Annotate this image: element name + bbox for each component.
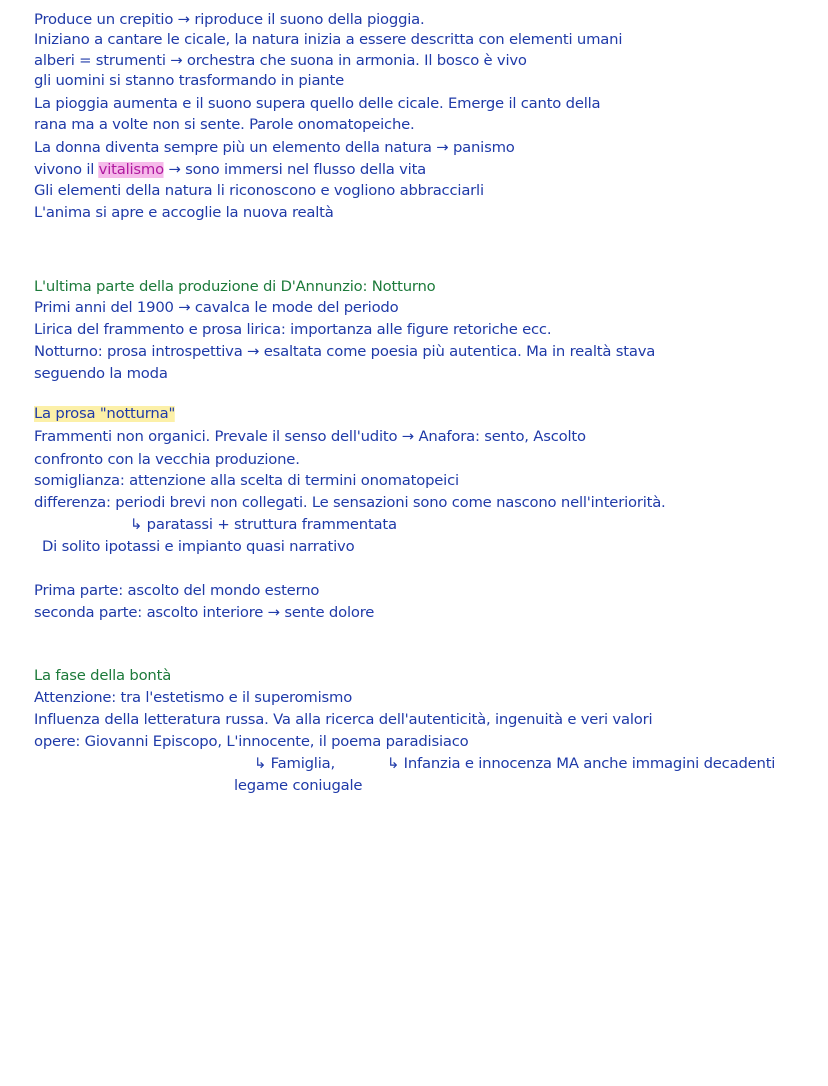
note-line: Prima parte: ascolto del mondo esterno [34, 583, 320, 599]
note-line-vitalismo [34, 162, 426, 178]
section-heading: L'ultima parte della produzione di D'Annunzio: Notturno [34, 279, 436, 295]
note-line: Di solito ipotassi e impianto quasi narrativo [42, 539, 355, 555]
note-line: Primi anni del 1900 → cavalca le mode del periodo [34, 300, 399, 316]
text: vivono il [34, 162, 99, 178]
note-line: gli uomini si stanno trasformando in piante [34, 73, 344, 89]
note-line: La pioggia aumenta e il suono supera quello delle cicale. Emerge il canto della [34, 96, 601, 112]
note-line: Iniziano a cantare le cicale, la natura inizia a essere descritta con elementi umani [34, 32, 623, 48]
note-line: La donna diventa sempre più un elemento della natura → panismo [34, 140, 515, 156]
note-line: rana ma a volte non si sente. Parole onomatopeiche. [34, 117, 415, 133]
note-line: Influenza della letteratura russa. Va alla ricerca dell'autenticità, ingenuità e veri valori [34, 712, 653, 728]
note-line: L'anima si apre e accoglie la nuova realtà [34, 205, 334, 221]
note-subline: ↳ paratassi + struttura frammentata [130, 517, 397, 533]
note-subline: ↳ Infanzia e innocenza MA anche immagini decadenti [387, 756, 776, 772]
note-line: Notturno: prosa introspettiva → esaltata come poesia più autentica. Ma in realtà stava [34, 344, 656, 360]
text: → sono immersi nel flusso della vita [163, 162, 427, 178]
note-subline: legame coniugale [234, 778, 363, 794]
note-line: seguendo la moda [34, 366, 168, 382]
note-line: Lirica del frammento e prosa lirica: importanza alle figure retoriche ecc. [34, 322, 552, 338]
note-line: differenza: periodi brevi non collegati. Le sensazioni sono come nascono nell'interiorità. [34, 495, 666, 511]
note-line: alberi = strumenti → orchestra che suona in armonia. Il bosco è vivo [34, 53, 527, 69]
section-heading [34, 406, 175, 422]
note-line: opere: Giovanni Episcopo, L'innocente, il poema paradisiaco [34, 734, 469, 750]
note-line: somiglianza: attenzione alla scelta di termini onomatopeici [34, 473, 459, 489]
note-line: Gli elementi della natura li riconoscono e vogliono abbracciarli [34, 183, 484, 199]
note-line: Frammenti non organici. Prevale il senso dell'udito → Anafora: sento, Ascolto [34, 429, 586, 445]
note-line: Attenzione: tra l'estetismo e il superomismo [34, 690, 353, 706]
highlighted-heading: La prosa "notturna" [34, 406, 176, 422]
note-line: confronto con la vecchia produzione. [34, 452, 300, 468]
note-line: seconda parte: ascolto interiore → sente dolore [34, 605, 375, 621]
highlighted-term: vitalismo [98, 162, 164, 178]
note-subline: ↳ Famiglia, [254, 756, 335, 772]
note-line: Produce un crepitio → riproduce il suono della pioggia. [34, 12, 425, 28]
section-heading: La fase della bontà [34, 668, 172, 684]
